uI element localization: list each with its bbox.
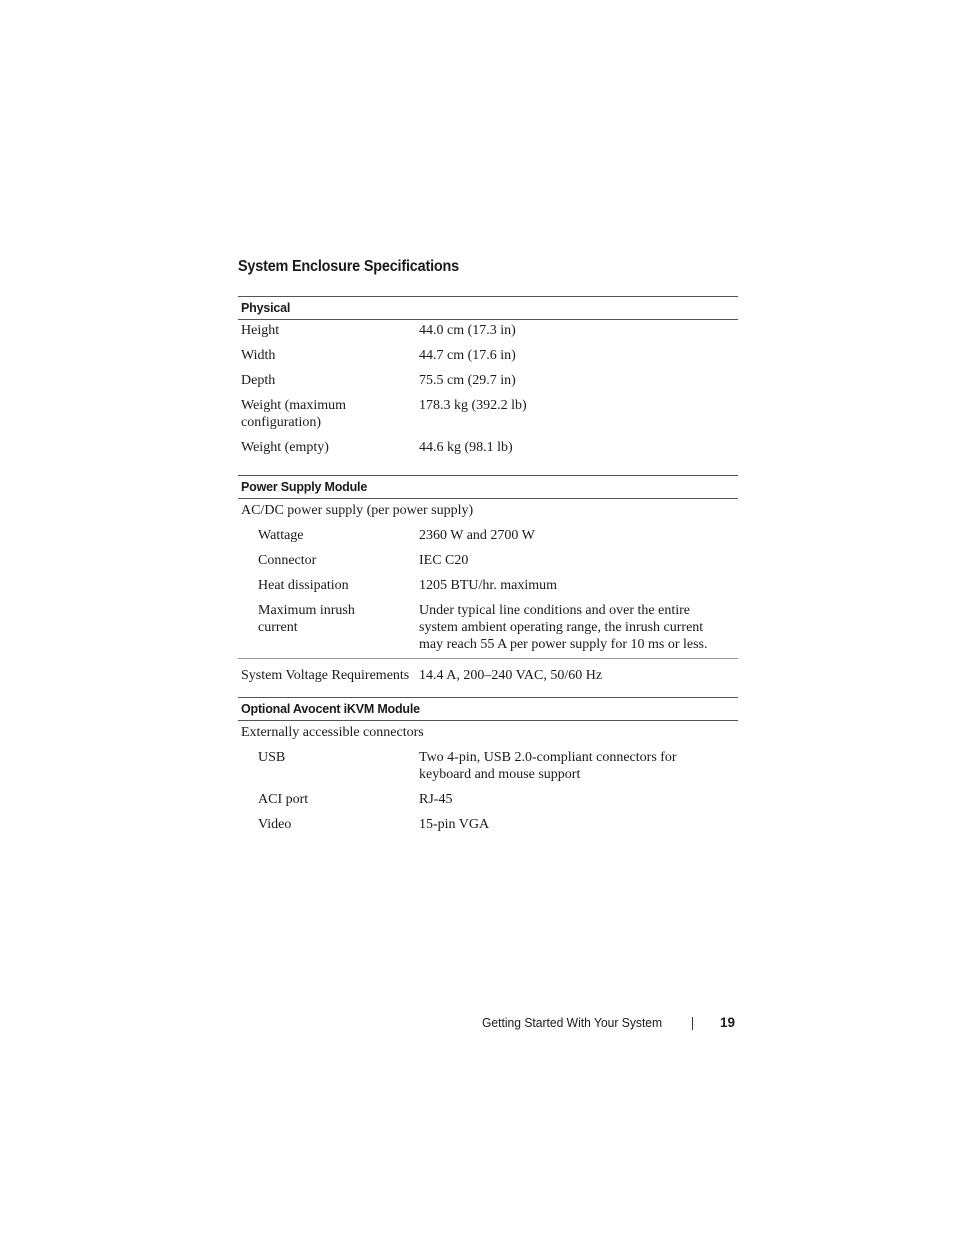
spec-group-label: AC/DC power supply (per power supply)	[241, 503, 474, 518]
spec-label: Connector	[258, 553, 317, 568]
spec-row-usb	[238, 749, 738, 783]
power-rows	[238, 499, 738, 684]
spec-value: 1205 BTU/hr. maximum	[419, 578, 558, 593]
spec-label: Heat dissipation	[258, 578, 349, 593]
section-divider	[238, 658, 738, 659]
spec-row-weight-max	[238, 397, 738, 431]
spec-group-label: Externally accessible connectors	[241, 725, 424, 740]
spec-value: 44.7 cm (17.6 in)	[419, 348, 516, 363]
spec-row-inrush	[238, 602, 738, 653]
spec-row-weight-empty	[238, 439, 738, 456]
ikvm-section-header: Optional Avocent iKVM Module	[238, 697, 738, 721]
spec-label: Video	[258, 817, 292, 832]
spec-label: Maximum inrush current	[258, 603, 355, 635]
spec-group-ac-dc	[238, 502, 738, 519]
spec-row-height	[238, 322, 738, 339]
ikvm-spec-table	[238, 697, 738, 841]
page-number: 19	[720, 1015, 736, 1030]
physical-rows	[238, 320, 738, 456]
spec-label: Weight (empty)	[241, 440, 329, 455]
spec-label: Width	[241, 348, 276, 363]
spec-label: Depth	[241, 373, 276, 388]
ikvm-rows	[238, 721, 738, 833]
spec-group-external	[238, 724, 738, 741]
spec-row-aci	[238, 791, 738, 808]
physical-section-header: Physical	[238, 296, 738, 320]
spec-label: Height	[241, 323, 280, 338]
spec-label: Wattage	[258, 528, 304, 543]
physical-spec-table	[238, 296, 738, 464]
spec-value: 44.6 kg (98.1 lb)	[419, 440, 513, 455]
spec-label: USB	[258, 750, 286, 765]
page-title: System Enclosure Specifications	[238, 258, 459, 275]
spec-value: 2360 W and 2700 W	[419, 528, 535, 543]
spec-label: System Voltage Requirements	[241, 668, 410, 683]
spec-value: 178.3 kg (392.2 lb)	[419, 398, 527, 413]
spec-value: 15-pin VGA	[419, 817, 490, 832]
spec-row-voltage	[238, 667, 738, 684]
spec-row-depth	[238, 372, 738, 389]
spec-value: IEC C20	[419, 553, 469, 568]
spec-label: Weight (maximum configuration)	[241, 398, 347, 430]
spec-value: Two 4-pin, USB 2.0-compliant connectors for keyboard and mouse support	[419, 750, 677, 782]
spec-row-heat	[238, 577, 738, 594]
spec-row-connector	[238, 552, 738, 569]
spec-value: 75.5 cm (29.7 in)	[419, 373, 516, 388]
spec-value: RJ-45	[419, 792, 453, 807]
power-spec-table	[238, 475, 738, 692]
footer-separator	[692, 1017, 693, 1030]
power-section-header: Power Supply Module	[238, 475, 738, 499]
spec-value: 14.4 A, 200–240 VAC, 50/60 Hz	[419, 668, 603, 683]
footer-text: Getting Started With Your System	[482, 1015, 663, 1030]
spec-value: Under typical line conditions and over the entire system ambient operating range, the inrush current may reach 55 A per power supply for 10 ms or less.	[419, 603, 708, 652]
spec-label: ACI port	[258, 792, 309, 807]
spec-row-wattage	[238, 527, 738, 544]
spec-row-video	[238, 816, 738, 833]
spec-row-width	[238, 347, 738, 364]
spec-value: 44.0 cm (17.3 in)	[419, 323, 516, 338]
